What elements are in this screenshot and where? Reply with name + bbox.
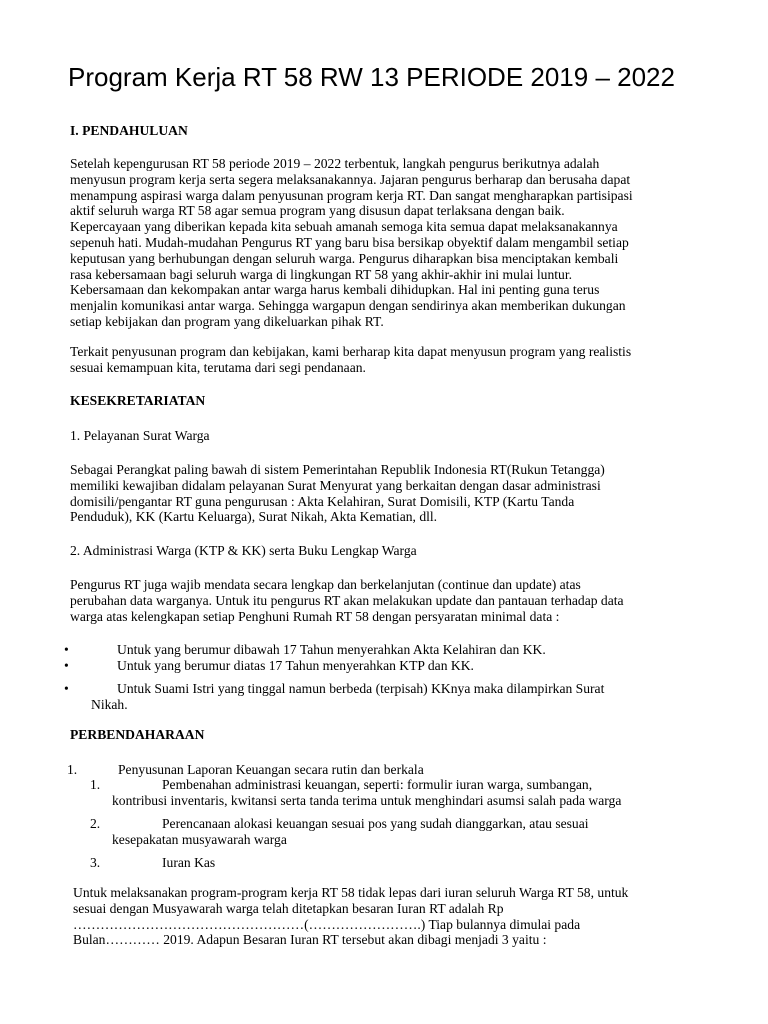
sub-list-text-continued: kontribusi inventaris, kwitansi serta tanda terima untuk menghindari asumsi salah pada warga bbox=[112, 793, 622, 808]
sub-list-text: Iuran Kas bbox=[162, 855, 216, 870]
bullet-icon: • bbox=[64, 642, 69, 657]
text-line: Kebersamaan dan kekompakan antar warga harus kembali dihidupkan. Hal ini penting guna terus bbox=[70, 282, 600, 298]
list-item-text: Untuk yang berumur diatas 17 Tahun menyerahkan KTP dan KK. bbox=[117, 658, 474, 673]
bullet-icon: • bbox=[64, 681, 69, 696]
text-line: aktif seluruh warga RT 58 agar semua program yang disusun dapat terlaksana dengan baik. bbox=[70, 203, 565, 219]
text-line: memiliki kewajiban didalam pelayanan Surat Menyurat yang berkaitan dengan dasar administrasi bbox=[70, 477, 601, 493]
list-item-text: Untuk Suami Istri yang tinggal namun berbeda (terpisah) KKnya maka dilampirkan Surat bbox=[117, 681, 605, 696]
bullet-icon: • bbox=[64, 658, 69, 673]
item-heading-administrasi-warga: 2. Administrasi Warga (KTP & KK) serta Buku Lengkap Warga bbox=[70, 543, 417, 558]
text-line: Terkait penyusunan program dan kebijakan, kami berharap kita dapat menyusun program yang realistis bbox=[70, 344, 632, 359]
text-line: setiap kebijakan dan program yang dikeluarkan pihak RT. bbox=[70, 313, 384, 329]
list-item-text-continued: Nikah. bbox=[91, 697, 128, 712]
text-line: Untuk melaksanakan program-program kerja RT 58 tidak lepas dari iuran seluruh Warga RT 58, untuk bbox=[73, 885, 629, 900]
sub-list-text: Pembenahan administrasi keuangan, seperti: formulir iuran warga, sumbangan, bbox=[162, 777, 593, 792]
iuran-paragraph bbox=[73, 885, 713, 948]
text-line: menampung aspirasi warga dalam penyusunan program kerja RT. Dan sangat mengharapkan partisipasi bbox=[70, 187, 633, 203]
text-line: Bulan………… 2019. Adapun Besaran Iuran RT tersebut akan dibagi menjadi 3 yaitu : bbox=[73, 932, 547, 948]
text-line: sesuai dengan Musyawarah warga telah ditetapkan besaran Iuran RT adalah Rp bbox=[73, 900, 504, 916]
text-line: Sebagai Perangkat paling bawah di sistem Pemerintahan Republik Indonesia RT(Rukun Tetangga) bbox=[70, 462, 605, 477]
text-line: Setelah kepengurusan RT 58 periode 2019 – 2022 terbentuk, langkah pengurus berikutnya adalah bbox=[70, 156, 600, 171]
administrasi-warga-paragraph bbox=[70, 577, 710, 624]
sub-list-text: Perencanaan alokasi keuangan sesuai pos yang sudah dianggarkan, atau sesuai bbox=[162, 816, 589, 831]
list-number: 1. bbox=[67, 762, 78, 777]
intro-paragraph bbox=[70, 156, 710, 330]
text-line: domisili/pengantar RT guna pengurusan : Akta Kelahiran, Surat Domisili, KTP (Kartu Tanda bbox=[70, 493, 575, 509]
text-line: Pengurus RT juga wajib mendata secara lengkap dan berkelanjutan (continue dan update) atas bbox=[70, 577, 581, 592]
funding-paragraph bbox=[70, 344, 710, 376]
text-line: keputusan yang berhubungan dengan seluruh warga. Pengurus diharapkan bisa menciptakan kembali bbox=[70, 250, 619, 266]
text-line: rasa kebersamaan bagi seluruh warga di lingkungan RT 58 yang akhir-akhir ini mulai luntur. bbox=[70, 266, 573, 282]
text-line: ……………………………………………(…………………….) Tiap bulannya dimulai pada bbox=[73, 916, 581, 932]
sub-list-number: 2. bbox=[90, 816, 101, 831]
text-line: perubahan data warganya. Untuk itu pengurus RT akan melakukan update dan pantauan terhadap data bbox=[70, 592, 624, 608]
pelayanan-surat-paragraph bbox=[70, 462, 710, 525]
list-item-text: Penyusunan Laporan Keuangan secara rutin dan berkala bbox=[118, 762, 424, 777]
text-line: sepenuh hati. Mudah-mudahan Pengurus RT yang baru bisa bersikap obyektif dalam mengambil setiap bbox=[70, 234, 629, 250]
item-heading-pelayanan-surat: 1. Pelayanan Surat Warga bbox=[70, 428, 210, 443]
text-line: Kepercayaan yang diberikan kepada kita sebuah amanah semoga kita semua dapat melaksanakannya bbox=[70, 219, 618, 235]
text-line: Penduduk), KK (Kartu Keluarga), Surat Nikah, Akta Kematian, dll. bbox=[70, 509, 438, 525]
text-line: sesuai kemampuan kita, terutama dari segi pendanaan. bbox=[70, 359, 366, 375]
section-heading-pendahuluan: I. PENDAHULUAN bbox=[70, 123, 188, 138]
document-title: Program Kerja RT 58 RW 13 PERIODE 2019 – 2022 bbox=[68, 62, 675, 92]
sub-list-number: 1. bbox=[90, 777, 101, 792]
section-heading-perbendaharaan: PERBENDAHARAAN bbox=[70, 727, 205, 742]
text-line: menjalin komunikasi antar warga. Sehingga wargapun dengan sendirinya akan memberikan dukungan bbox=[70, 298, 626, 314]
text-line: warga atas kelengkapan setiap Penghuni Rumah RT 58 dengan persyaratan minimal data : bbox=[70, 608, 560, 624]
text-line: menyusun program kerja serta segera melaksanakannya. Jajaran pengurus berharap dan berusaha dapat bbox=[70, 171, 631, 187]
section-heading-kesekretariatan: KESEKRETARIATAN bbox=[70, 393, 206, 408]
list-item-text: Untuk yang berumur dibawah 17 Tahun menyerahkan Akta Kelahiran dan KK. bbox=[117, 642, 546, 657]
sub-list-text-continued: kesepakatan musyawarah warga bbox=[112, 832, 287, 847]
sub-list-number: 3. bbox=[90, 855, 101, 870]
